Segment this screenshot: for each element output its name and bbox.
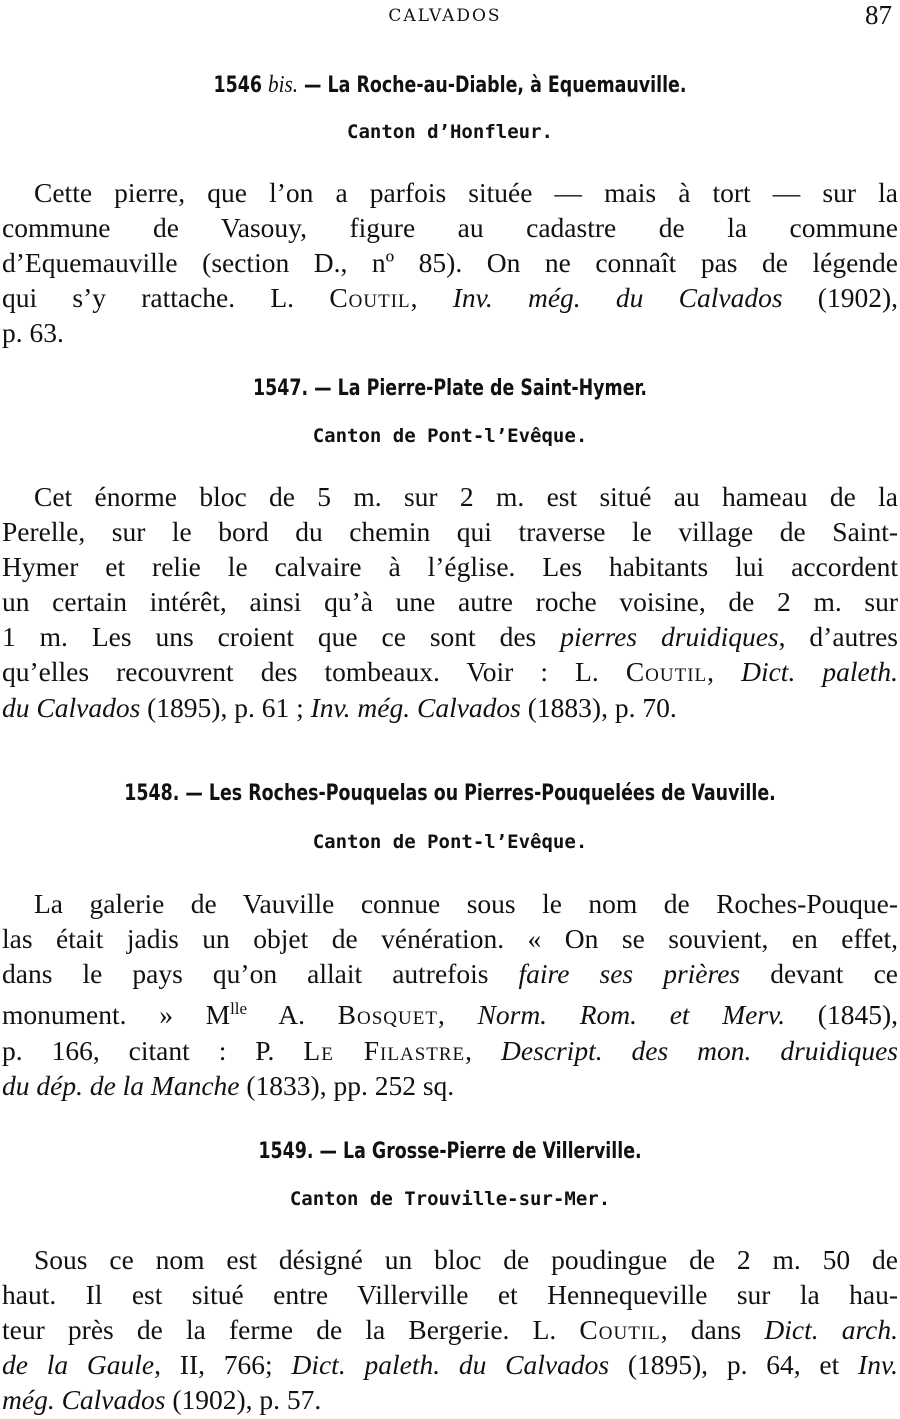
text-line: [2, 654, 898, 689]
entry-number: 1547.: [253, 376, 309, 401]
text-run: ,: [465, 1034, 501, 1066]
work-title: du Calvados: [2, 691, 141, 723]
text-line: Perelle, sur le bord du chemin qui traverse le village de Saint-: [2, 516, 898, 548]
text-run: (1833), pp. 252 sq.: [239, 1069, 455, 1101]
running-head: [0, 0, 900, 40]
entry-canton: Canton de Pont-l’Evêque.: [312, 425, 588, 447]
text-line: commune de Vasouy, figure au cadastre de la commune: [2, 212, 898, 244]
text-run: , dans: [660, 1314, 765, 1346]
text-line: La galerie de Vauville connue sous le nom de Roches-Pouque-: [34, 888, 898, 919]
text-run: dans le pays qu’on allait autrefois: [2, 958, 519, 990]
running-title: CALVADOS: [388, 6, 502, 26]
entry-dash: —: [179, 781, 209, 806]
text-run: (1845),: [785, 999, 898, 1031]
entry-text-1548: [2, 886, 898, 1103]
text-run: monument. » M: [2, 999, 231, 1031]
text-line: [2, 1347, 898, 1382]
work-title: Dict. paleth. du Calvados: [291, 1349, 610, 1381]
work-title: Inv.: [858, 1349, 898, 1381]
text-line: [2, 1033, 898, 1068]
text-run: 1 m. Les uns croient que ce sont des: [2, 621, 561, 653]
entry-canton: Canton d’Honfleur.: [347, 121, 553, 143]
text-line: un certain intérêt, ainsi qu’à une autre roche voisine, de 2 m. sur: [2, 586, 898, 618]
text-line: Sous ce nom est désigné un bloc de poudingue de 2 m. 50 de: [34, 1244, 898, 1275]
work-title: du dép. de la Manche: [2, 1069, 240, 1101]
work-title: Norm. Rom. et Merv.: [477, 999, 786, 1031]
italic-term: faire ses prières: [518, 958, 741, 990]
entry-title-1548: [54, 781, 846, 806]
text-line: [2, 1312, 898, 1347]
entry-dash: —: [313, 1139, 343, 1164]
text-run: (1902), p. 57.: [165, 1384, 322, 1416]
text-line: Cette pierre, que l’on a parfois située — mais à tort — sur la: [34, 177, 898, 208]
text-run: qu’elles recouvrent des tombeaux. Voir : L.: [2, 656, 626, 688]
entry-title-1546bis: [54, 72, 846, 99]
work-title: Inv. még. du Calvados: [452, 282, 783, 314]
text-line: [2, 991, 898, 1032]
text-run: p. 166, citant : P.: [2, 1034, 304, 1066]
entry-title-1547: [54, 376, 846, 401]
text-line: las était jadis un objet de vénération. « On se souvient, en effet,: [2, 923, 898, 955]
entry-canton: Canton de Pont-l’Evêque.: [312, 831, 588, 853]
work-title: Dict. paleth.: [741, 656, 899, 688]
entry-name: Les Roches-Pouquelas ou Pierres-Pouquelées de Vauville.: [208, 781, 776, 806]
entry-dash: —: [308, 376, 338, 401]
author-name: Coutil: [579, 1314, 661, 1346]
entry-number: 1546: [213, 73, 262, 98]
text-run: (1895), p. 61 ;: [140, 691, 311, 723]
text-run: ,: [437, 999, 478, 1031]
author-name: Coutil: [625, 656, 708, 688]
entry-name: La Pierre-Plate de Saint-Hymer.: [337, 376, 647, 401]
entry-number: 1549.: [258, 1139, 314, 1164]
text-line: [2, 280, 898, 315]
text-line: [2, 690, 898, 725]
work-title: de la Gaule: [2, 1349, 155, 1381]
text-line: [2, 619, 898, 654]
text-run: devant ce: [740, 958, 898, 990]
text-line: p. 63.: [2, 317, 64, 349]
text-run: qui s’y rattache. L.: [2, 282, 330, 314]
italic-term: pierres druidiques: [560, 621, 779, 653]
entry-suffix: bis.: [268, 72, 298, 98]
text-line: haut. Il est situé entre Villerville et Hennequeville sur la hau-: [2, 1279, 898, 1311]
text-run: , d’autres: [778, 621, 899, 653]
author-name: Le Filastre: [303, 1034, 466, 1066]
text-line: [2, 1068, 898, 1103]
work-title: Dict. arch.: [764, 1314, 898, 1346]
work-title: Descript. des mon. druidiques: [501, 1034, 898, 1066]
entry-canton: Canton de Trouville-sur-Mer.: [289, 1188, 611, 1210]
text-run: teur près de la ferme de la Bergerie. L.: [2, 1314, 580, 1346]
author-name: Bosquet: [337, 999, 438, 1031]
entry-number: 1548.: [124, 781, 180, 806]
entry-dash: —: [297, 73, 328, 98]
text-line: Hymer et relie le calvaire à l’église. Les habitants lui accordent: [2, 551, 898, 583]
text-line: [2, 956, 898, 991]
entry-name: La Grosse-Pierre de Villerville.: [342, 1139, 642, 1164]
text-run: ,: [707, 656, 742, 688]
entry-text-1547: [2, 479, 898, 725]
entry-title-1549: [54, 1139, 846, 1164]
text-run: , II, 766;: [154, 1349, 292, 1381]
entry-text-1546bis: [2, 175, 898, 350]
work-title: még. Calvados: [2, 1384, 166, 1416]
text-line: Cet énorme bloc de 5 m. sur 2 m. est situé au hameau de la: [34, 481, 898, 512]
text-run: ,: [410, 282, 453, 314]
entry-text-1549: [2, 1242, 898, 1417]
text-run: (1883), p. 70.: [520, 691, 677, 723]
superscript: lle: [230, 999, 248, 1019]
text-line: [2, 1382, 898, 1417]
entry-name: La Roche-au-Diable, à Equemauville.: [327, 73, 687, 98]
text-run: (1895), p. 64, et: [609, 1349, 859, 1381]
page-number: 87: [865, 0, 892, 30]
text-line: d’Equemauville (section D., nº 85). On ne connaît pas de légende: [2, 247, 898, 279]
text-run: (1902),: [782, 282, 898, 314]
text-run: A.: [247, 999, 338, 1031]
work-title: Inv. még. Calvados: [310, 691, 521, 723]
author-name: Coutil: [329, 282, 411, 314]
